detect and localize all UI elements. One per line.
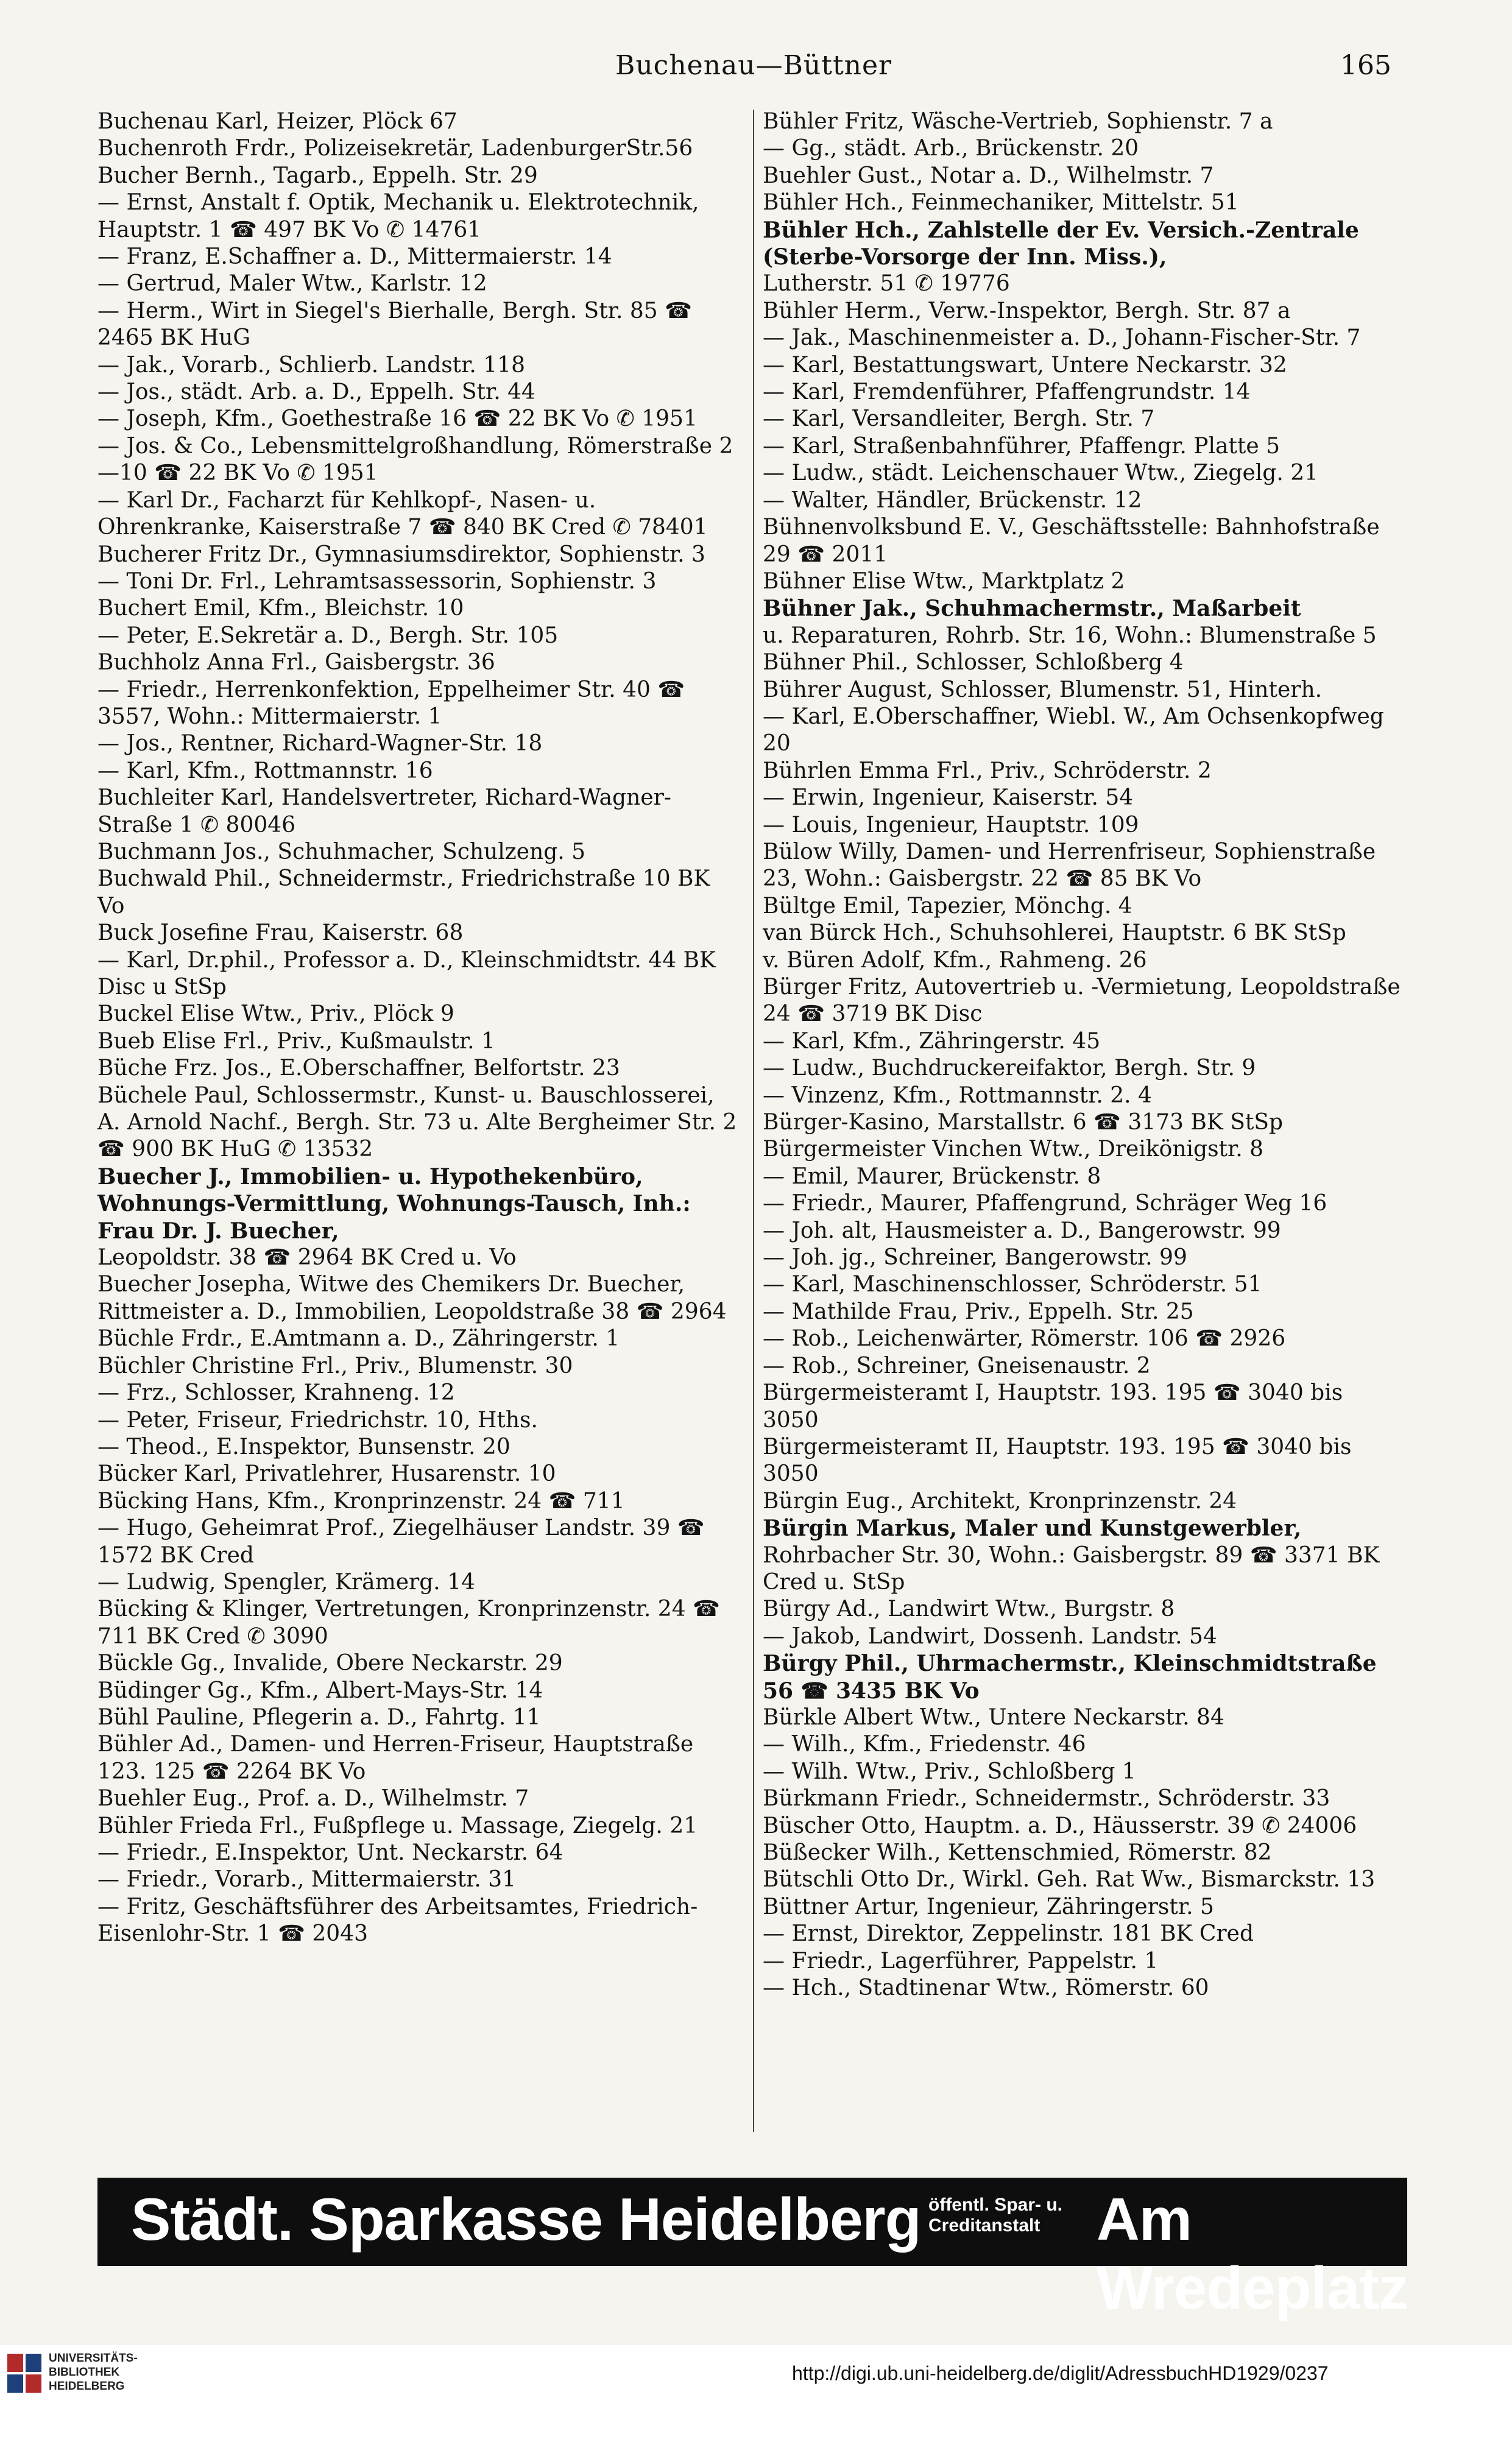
ad-subtitle-line-1: öffentl. Spar- u.: [928, 2195, 1062, 2215]
directory-entry: — Hch., Stadtinenar Wtw., Römerstr. 60: [763, 1975, 1209, 2001]
directory-entry: Buecher Josepha, Witwe des Chemikers Dr. Buecher, Rittmeister a. D., Immobilien, Leopoldstraße 38 ☎ 2964: [97, 1272, 727, 1324]
directory-entry: Bürgy Phil., Uhrmachermstr., Kleinschmidtstraße 56 ☎ 3435 BK Vo: [763, 1651, 1377, 1704]
directory-entry: Bülow Willy, Damen- und Herrenfriseur, Sophienstraße 23, Wohn.: Gaisbergstr. 22 ☎ 85 BK Vo: [763, 839, 1376, 892]
directory-entry: — Peter, E.Sekretär a. D., Bergh. Str. 105: [97, 623, 559, 648]
directory-entry: — Wilh., Kfm., Friedenstr. 46: [763, 1732, 1086, 1757]
directory-entry: — Friedr., E.Inspektor, Unt. Neckarstr. 64: [97, 1840, 563, 1865]
directory-entry: — Frz., Schlosser, Krahneng. 12: [97, 1380, 455, 1406]
directory-entry: v. Büren Adolf, Kfm., Rahmeng. 26: [763, 947, 1147, 973]
directory-entry: — Franz, E.Schaffner a. D., Mittermaierstr. 14: [97, 244, 612, 270]
directory-entry: Büchler Christine Frl., Priv., Blumenstr. 30: [97, 1353, 573, 1378]
directory-entry: Bürgermeisteramt I, Hauptstr. 193. 195 ☎ 3040 bis 3050: [763, 1380, 1343, 1433]
directory-entry: — Rob., Schreiner, Gneisenaustr. 2: [763, 1353, 1151, 1378]
directory-entry: — Jak., Maschinenmeister a. D., Johann-Fischer-Str. 7: [763, 325, 1361, 351]
directory-entry: — Toni Dr. Frl., Lehramtsassessorin, Sophienstr. 3: [97, 568, 657, 594]
left-column: [97, 108, 737, 1948]
directory-entry: — Friedr., Vorarb., Mittermaierstr. 31: [97, 1867, 517, 1893]
directory-entry: — Jos., Rentner, Richard-Wagner-Str. 18: [97, 731, 543, 757]
directory-entry: — Jos., städt. Arb. a. D., Eppelh. Str. 44: [97, 379, 535, 405]
directory-entry: Bürkle Albert Wtw., Untere Neckarstr. 84: [763, 1704, 1224, 1730]
directory-entry: — Hugo, Geheimrat Prof., Ziegelhäuser Landstr. 39 ☎ 1572 BK Cred: [97, 1516, 705, 1568]
directory-entry: — Ludw., Buchdruckereifaktor, Bergh. Str. 9: [763, 1056, 1256, 1081]
directory-entry: Buehler Eug., Prof. a. D., Wilhelmstr. 7: [97, 1786, 529, 1812]
directory-entry: Bürgermeisteramt II, Hauptstr. 193. 195 ☎ 3040 bis 3050: [763, 1434, 1352, 1487]
ad-location: Am Wredeplatz: [1097, 2186, 1408, 2321]
directory-entry: — Karl, Dr.phil., Professor a. D., Kleinschmidtstr. 44 BK Disc u StSp: [97, 947, 716, 1000]
directory-entry: — Gg., städt. Arb., Brückenstr. 20: [763, 136, 1139, 161]
directory-entry: — Karl, Bestattungswart, Untere Neckarstr. 32: [763, 352, 1287, 378]
directory-entry: Bühler Frieda Frl., Fußpflege u. Massage, Ziegelg. 21: [97, 1813, 698, 1838]
column-divider: [753, 110, 754, 2132]
source-url-link[interactable]: http://digi.ub.uni-heidelberg.de/diglit/AdressbuchHD1929/0237: [792, 2362, 1329, 2384]
directory-entry: Buchleiter Karl, Handelsvertreter, Richard-Wagner-Straße 1 ✆ 80046: [97, 785, 671, 838]
directory-entry: Bühler Herm., Verw.-Inspektor, Bergh. Str. 87 a: [763, 298, 1291, 323]
directory-entry: Bühner Phil., Schlosser, Schloßberg 4: [763, 650, 1184, 676]
directory-entry: u. Reparaturen, Rohrb. Str. 16, Wohn.: Blumenstraße 5: [763, 623, 1377, 648]
directory-entry: Leopoldstr. 38 ☎ 2964 BK Cred u. Vo: [97, 1245, 517, 1271]
directory-entry: Bücker Karl, Privatlehrer, Husarenstr. 10: [97, 1461, 556, 1487]
directory-entry: Bueb Elise Frl., Priv., Kußmaulstr. 1: [97, 1028, 495, 1054]
directory-entry: — Walter, Händler, Brückenstr. 12: [763, 487, 1142, 513]
directory-entry: Bückle Gg., Invalide, Obere Neckarstr. 29: [97, 1651, 563, 1676]
footer: [0, 2345, 1512, 2439]
directory-entry: Büchele Paul, Schlossermstr., Kunst- u. Bauschlosserei, A. Arnold Nachf., Bergh. Str. 73 u. Alte Bergheimer Str. 2 ☎ 900 BK HuG ✆ 13532: [97, 1082, 737, 1162]
directory-entry: — Ludw., städt. Leichenschauer Wtw., Ziegelg. 21: [763, 461, 1319, 486]
directory-entry: Bühner Elise Wtw., Marktplatz 2: [763, 568, 1125, 594]
directory-entry: — Karl, Kfm., Rottmannstr. 16: [97, 758, 433, 783]
logo-line-3: HEIDELBERG: [49, 2380, 125, 2393]
directory-entry: Bürkmann Friedr., Schneidermstr., Schröderstr. 33: [763, 1786, 1330, 1812]
directory-entry: Buchert Emil, Kfm., Bleichstr. 10: [97, 596, 464, 621]
directory-entry: — Karl, Kfm., Zähringerstr. 45: [763, 1028, 1101, 1054]
directory-entry: Bürgermeister Vinchen Wtw., Dreikönigstr. 8: [763, 1137, 1264, 1162]
directory-entry: — Karl, E.Oberschaffner, Wiebl. W., Am Ochsenkopfweg 20: [763, 704, 1384, 757]
page-number: 165: [1340, 50, 1391, 81]
running-title: Buchenau—Büttner: [615, 50, 892, 81]
directory-entry: — Karl, Straßenbahnführer, Pfaffengr. Platte 5: [763, 433, 1281, 459]
directory-entry: Bühler Hch., Feinmechaniker, Mittelstr. 51: [763, 190, 1239, 216]
directory-entry: — Peter, Friseur, Friedrichstr. 10, Hths.: [97, 1407, 538, 1433]
directory-entry: Bühner Jak., Schuhmachermstr., Maßarbeit: [763, 596, 1301, 622]
directory-entry: Büscher Otto, Hauptm. a. D., Häusserstr. 39 ✆ 24006: [763, 1813, 1357, 1838]
directory-entry: Bucherer Fritz Dr., Gymnasiumsdirektor, Sophienstr. 3: [97, 542, 705, 567]
directory-entry: Bürger Fritz, Autovertrieb u. -Vermietung, Leopoldstraße 24 ☎ 3719 BK Disc: [763, 975, 1401, 1027]
directory-entry: — Gertrud, Maler Wtw., Karlstr. 12: [97, 271, 487, 297]
directory-entry: — Theod., E.Inspektor, Bunsenstr. 20: [97, 1434, 510, 1460]
ad-bank-name: Städt. Sparkasse Heidelberg: [131, 2186, 921, 2253]
directory-entry: Buchenroth Frdr., Polizeisekretär, LadenburgerStr.56: [97, 136, 693, 161]
directory-entry: — Ludwig, Spengler, Krämerg. 14: [97, 1569, 475, 1595]
directory-entry: — Fritz, Geschäftsführer des Arbeitsamtes, Friedrich-Eisenlohr-Str. 1 ☎ 2043: [97, 1894, 698, 1947]
directory-entry: — Karl, Fremdenführer, Pfaffengrundstr. 14: [763, 379, 1251, 405]
directory-entry: — Joh. jg., Schreiner, Bangerowstr. 99: [763, 1245, 1187, 1271]
directory-entry: — Ernst, Anstalt f. Optik, Mechanik u. Elektrotechnik, Hauptstr. 1 ☎ 497 BK Vo ✆ 14761: [97, 190, 699, 242]
directory-entry: Bütschli Otto Dr., Wirkl. Geh. Rat Ww., Bismarckstr. 13: [763, 1867, 1376, 1893]
directory-entry: Buchmann Jos., Schuhmacher, Schulzeng. 5: [97, 839, 586, 864]
directory-entry: Buecher J., Immobilien- u. Hypothekenbüro, Wohnungs-Vermittlung, Wohnungs-Tausch, Inh.: Frau Dr. J. Buecher,: [97, 1163, 691, 1244]
directory-entry: Bürgin Eug., Architekt, Kronprinzenstr. 24: [763, 1488, 1237, 1514]
directory-entry: Bücking Hans, Kfm., Kronprinzenstr. 24 ☎ 711: [97, 1488, 625, 1514]
directory-entry: — Karl Dr., Facharzt für Kehlkopf-, Nasen- u. Ohrenkranke, Kaiserstraße 7 ☎ 840 BK Cred ✆ 78401: [97, 487, 708, 540]
directory-entry: Büttner Artur, Ingenieur, Zähringerstr. 5: [763, 1894, 1214, 1919]
advertisement-banner: [97, 2178, 1408, 2321]
library-logo-text: [49, 2351, 138, 2393]
directory-entry: Bürgy Ad., Landwirt Wtw., Burgstr. 8: [763, 1597, 1175, 1622]
directory-entry: Buckel Elise Wtw., Priv., Plöck 9: [97, 1001, 454, 1027]
directory-entry: — Wilh. Wtw., Priv., Schloßberg 1: [763, 1759, 1136, 1784]
running-head: [0, 50, 1512, 93]
directory-entry: Rohrbacher Str. 30, Wohn.: Gaisbergstr. 89 ☎ 3371 BK Cred u. StSp: [763, 1542, 1380, 1595]
directory-entry: Buck Josefine Frau, Kaiserstr. 68: [97, 920, 464, 946]
logo-line-2: BIBLIOTHEK: [49, 2366, 120, 2379]
directory-entry: Buchwald Phil., Schneidermstr., Friedrichstraße 10 BK Vo: [97, 866, 710, 919]
directory-entry: — Jak., Vorarb., Schlierb. Landstr. 118: [97, 352, 525, 378]
directory-entry: Bühler Fritz, Wäsche-Vertrieb, Sophienstr. 7 a: [763, 109, 1273, 134]
directory-entry: Buchenau Karl, Heizer, Plöck 67: [97, 109, 457, 134]
directory-entry: Bühler Ad., Damen- und Herren-Friseur, Hauptstraße 123. 125 ☎ 2264 BK Vo: [97, 1732, 694, 1784]
directory-entry: Bühler Hch., Zahlstelle der Ev. Versich.-Zentrale (Sterbe-Vorsorge der Inn. Miss.),: [763, 217, 1359, 270]
directory-entry: Lutherstr. 51 ✆ 19776: [763, 271, 1010, 297]
directory-entry: Büchle Frdr., E.Amtmann a. D., Zähringerstr. 1: [97, 1326, 620, 1352]
directory-entry: Bültge Emil, Tapezier, Mönchg. 4: [763, 893, 1132, 919]
directory-entry: — Joseph, Kfm., Goethestraße 16 ☎ 22 BK Vo ✆ 1951: [97, 406, 698, 432]
directory-entry: — Rob., Leichenwärter, Römerstr. 106 ☎ 2926: [763, 1326, 1286, 1352]
directory-entry: Bürger-Kasino, Marstallstr. 6 ☎ 3173 BK StSp: [763, 1110, 1284, 1135]
directory-entry: — Herm., Wirt in Siegel's Bierhalle, Bergh. Str. 85 ☎ 2465 BK HuG: [97, 298, 692, 351]
directory-entry: — Vinzenz, Kfm., Rottmannstr. 2. 4: [763, 1082, 1152, 1108]
directory-entry: Buchholz Anna Frl., Gaisbergstr. 36: [97, 650, 495, 676]
directory-entry: — Ernst, Direktor, Zeppelinstr. 181 BK Cred: [763, 1921, 1254, 1947]
directory-entry: — Jos. & Co., Lebensmittelgroßhandlung, Römerstraße 2—10 ☎ 22 BK Vo ✆ 1951: [97, 433, 733, 486]
directory-entry: Bührer August, Schlosser, Blumenstr. 51, Hinterh.: [763, 677, 1323, 702]
directory-entry: — Karl, Maschinenschlosser, Schröderstr. 51: [763, 1272, 1262, 1297]
logo-line-1: UNIVERSITÄTS-: [49, 2352, 138, 2365]
directory-entry: Buehler Gust., Notar a. D., Wilhelmstr. 7: [763, 163, 1214, 188]
directory-entry: Bucher Bernh., Tagarb., Eppelh. Str. 29: [97, 163, 538, 188]
directory-entry: Büßecker Wilh., Kettenschmied, Römerstr. 82: [763, 1840, 1272, 1865]
library-logo-icon: [6, 2350, 44, 2399]
directory-entry: Bürgin Markus, Maler und Kunstgewerbler,: [763, 1516, 1302, 1542]
directory-entry: — Erwin, Ingenieur, Kaiserstr. 54: [763, 785, 1134, 811]
directory-entry: Büche Frz. Jos., E.Oberschaffner, Belfortstr. 23: [97, 1056, 620, 1081]
directory-entry: Bühl Pauline, Pflegerin a. D., Fahrtg. 11: [97, 1704, 541, 1730]
directory-entry: van Bürck Hch., Schuhsohlerei, Hauptstr. 6 BK StSp: [763, 920, 1346, 946]
directory-entry: — Mathilde Frau, Priv., Eppelh. Str. 25: [763, 1299, 1194, 1324]
directory-entry: — Emil, Maurer, Brückenstr. 8: [763, 1163, 1101, 1189]
directory-entry: — Friedr., Herrenkonfektion, Eppelheimer Str. 40 ☎ 3557, Wohn.: Mittermaierstr. 1: [97, 677, 685, 729]
ad-subtitle: [928, 2195, 1062, 2236]
directory-entry: — Karl, Versandleiter, Bergh. Str. 7: [763, 406, 1155, 432]
right-column: [763, 108, 1402, 2002]
directory-entry: — Joh. alt, Hausmeister a. D., Bangerowstr. 99: [763, 1218, 1281, 1243]
directory-entry: Büdinger Gg., Kfm., Albert-Mays-Str. 14: [97, 1678, 543, 1703]
directory-entry: Bührlen Emma Frl., Priv., Schröderstr. 2: [763, 758, 1212, 783]
directory-entry: — Jakob, Landwirt, Dossenh. Landstr. 54: [763, 1623, 1217, 1649]
directory-entry: — Friedr., Maurer, Pfaffengrund, Schräger Weg 16: [763, 1191, 1327, 1216]
ad-subtitle-line-2: Creditanstalt: [928, 2215, 1040, 2236]
directory-entry: — Louis, Ingenieur, Hauptstr. 109: [763, 812, 1139, 838]
directory-entry: Bühnenvolksbund E. V., Geschäftsstelle: Bahnhofstraße 29 ☎ 2011: [763, 515, 1380, 567]
directory-entry: — Friedr., Lagerführer, Pappelstr. 1: [763, 1948, 1159, 1974]
directory-entry: Bücking & Klinger, Vertretungen, Kronprinzenstr. 24 ☎ 711 BK Cred ✆ 3090: [97, 1597, 720, 1649]
